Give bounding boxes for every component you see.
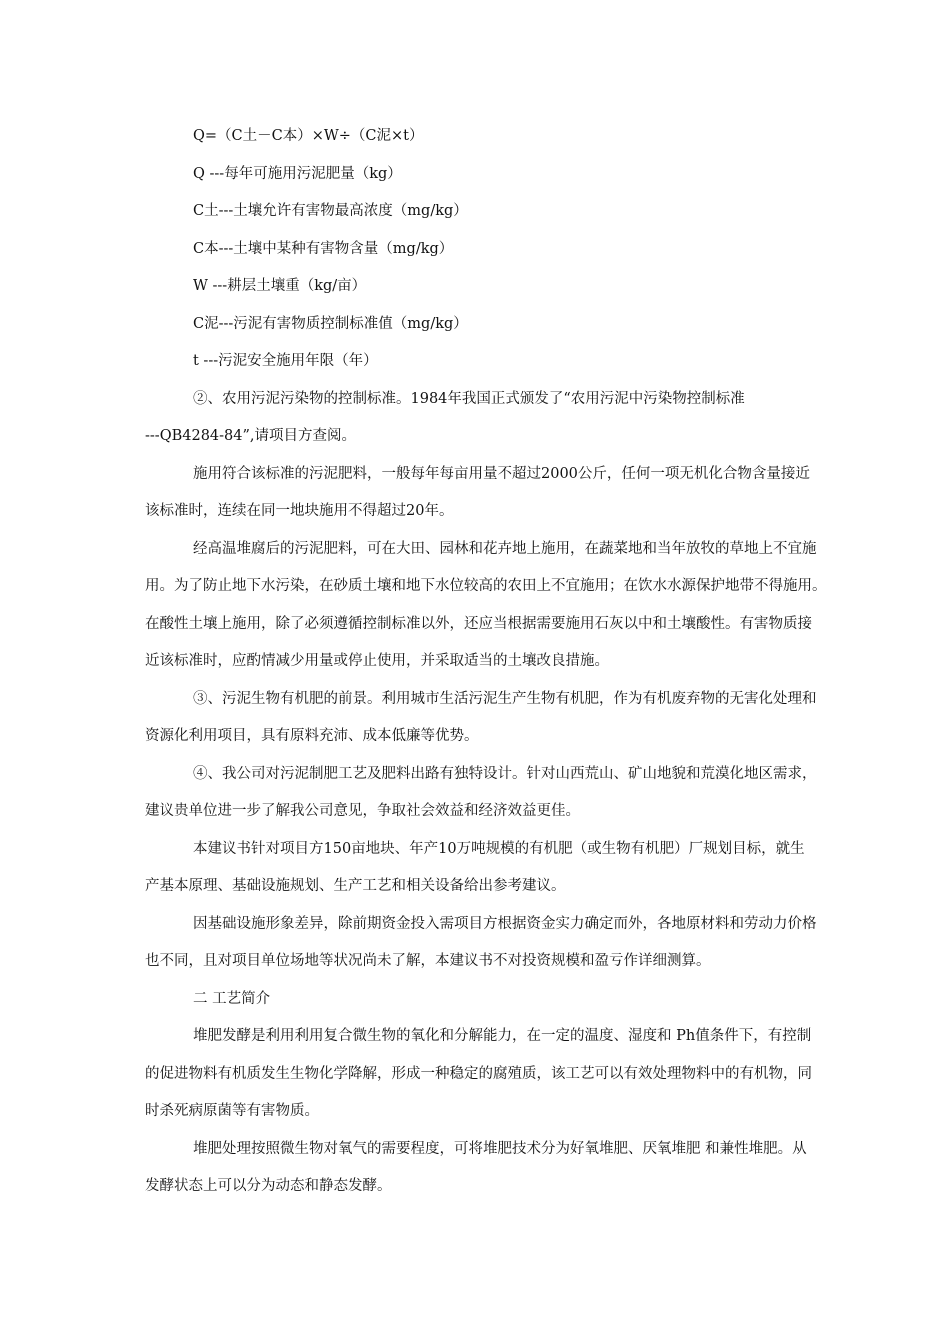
paragraph-prospect-line-1: ③、污泥生物有机肥的前景。利用城市生活污泥生产生物有机肥，作为有机废弃物的无害化处理和	[193, 691, 817, 707]
variable-t-definition: t ---污泥安全施用年限（年）	[193, 353, 378, 369]
variable-w-definition: W ---耕层土壤重（kg/亩）	[193, 278, 367, 294]
section-heading: 二 工艺简介	[193, 991, 271, 1007]
paragraph-company-design-line-2: 建议贵单位进一步了解我公司意见，争取社会效益和经济效益更佳。	[145, 803, 580, 819]
paragraph-compost-types-line-2: 发酵状态上可以分为动态和静态发酵。	[145, 1178, 392, 1194]
paragraph-prospect-line-2: 资源化利用项目，具有原料充沛、成本低廉等优势。	[145, 728, 479, 744]
paragraph-compost-types-line-1: 堆肥处理按照微生物对氧气的需要程度，可将堆肥技术分为好氧堆肥、厌氧堆肥 和兼性堆肥。从	[193, 1141, 807, 1157]
paragraph-composting-line-1: 堆肥发酵是利用利用复合微生物的氧化和分解能力，在一定的温度、湿度和 Ph值条件下，有控制	[193, 1028, 812, 1044]
paragraph-investment-line-1: 因基础设施形象差异，除前期资金投入需项目方根据资金实力确定而外，各地原材料和劳动力价格	[193, 916, 817, 932]
variable-c-base-definition: C本---土壤中某种有害物含量（mg/kg）	[193, 241, 454, 257]
paragraph-application-line-2: 该标准时，连续在同一地块施用不得超过20年。	[145, 503, 454, 519]
paragraph-composting-line-3: 时杀死病原菌等有害物质。	[145, 1103, 319, 1119]
paragraph-investment-line-2: 也不同，且对项目单位场地等状况尚未了解，本建议书不对投资规模和盈亏作详细测算。	[145, 953, 711, 969]
paragraph-control-standard-line-1: ②、农用污泥污染物的控制标准。1984年我国正式颁发了“农用污泥中污染物控制标准	[193, 391, 745, 407]
paragraph-company-design-line-1: ④、我公司对污泥制肥工艺及肥料出路有独特设计。针对山西荒山、矿山地貌和荒漠化地区需求，	[193, 766, 817, 782]
paragraph-usage-line-3: 在酸性土壤上施用，除了必须遵循控制标准以外，还应当根据需要施用石灰以中和土壤酸性。有害物质接	[145, 616, 812, 632]
variable-c-soil-definition: C土---土壤允许有害物最高浓度（mg/kg）	[193, 203, 468, 219]
paragraph-usage-line-4: 近该标准时，应酌情减少用量或停止使用，并采取适当的土壤改良措施。	[145, 653, 609, 669]
paragraph-usage-line-1: 经高温堆腐后的污泥肥料，可在大田、园林和花卉地上施用，在蔬菜地和当年放牧的草地上不宜施	[193, 541, 817, 557]
paragraph-composting-line-2: 的促进物料有机质发生生物化学降解，形成一种稳定的腐殖质，该工艺可以有效处理物料中的有机物，同	[145, 1066, 812, 1082]
paragraph-proposal-scope-line-1: 本建议书针对项目方150亩地块、年产10万吨规模的有机肥（或生物有机肥）厂规划目标，就生	[193, 841, 805, 857]
paragraph-proposal-scope-line-2: 产基本原理、基础设施规划、生产工艺和相关设备给出参考建议。	[145, 878, 566, 894]
paragraph-application-line-1: 施用符合该标准的污泥肥料，一般每年每亩用量不超过2000公斤，任何一项无机化合物含量接近	[193, 466, 810, 482]
variable-q-definition: Q ---每年可施用污泥肥量（kg）	[193, 166, 402, 182]
variable-c-sludge-definition: C泥---污泥有害物质控制标准值（mg/kg）	[193, 316, 468, 332]
paragraph-usage-line-2: 用。为了防止地下水污染，在砂质土壤和地下水位较高的农田上不宜施用；在饮水水源保护地带不得施用。	[145, 578, 827, 594]
formula-line: Q=（C土－C本）×W÷（C泥×t）	[193, 128, 424, 144]
paragraph-control-standard-line-2: ---QB4284-84”,请项目方查阅。	[145, 428, 357, 444]
